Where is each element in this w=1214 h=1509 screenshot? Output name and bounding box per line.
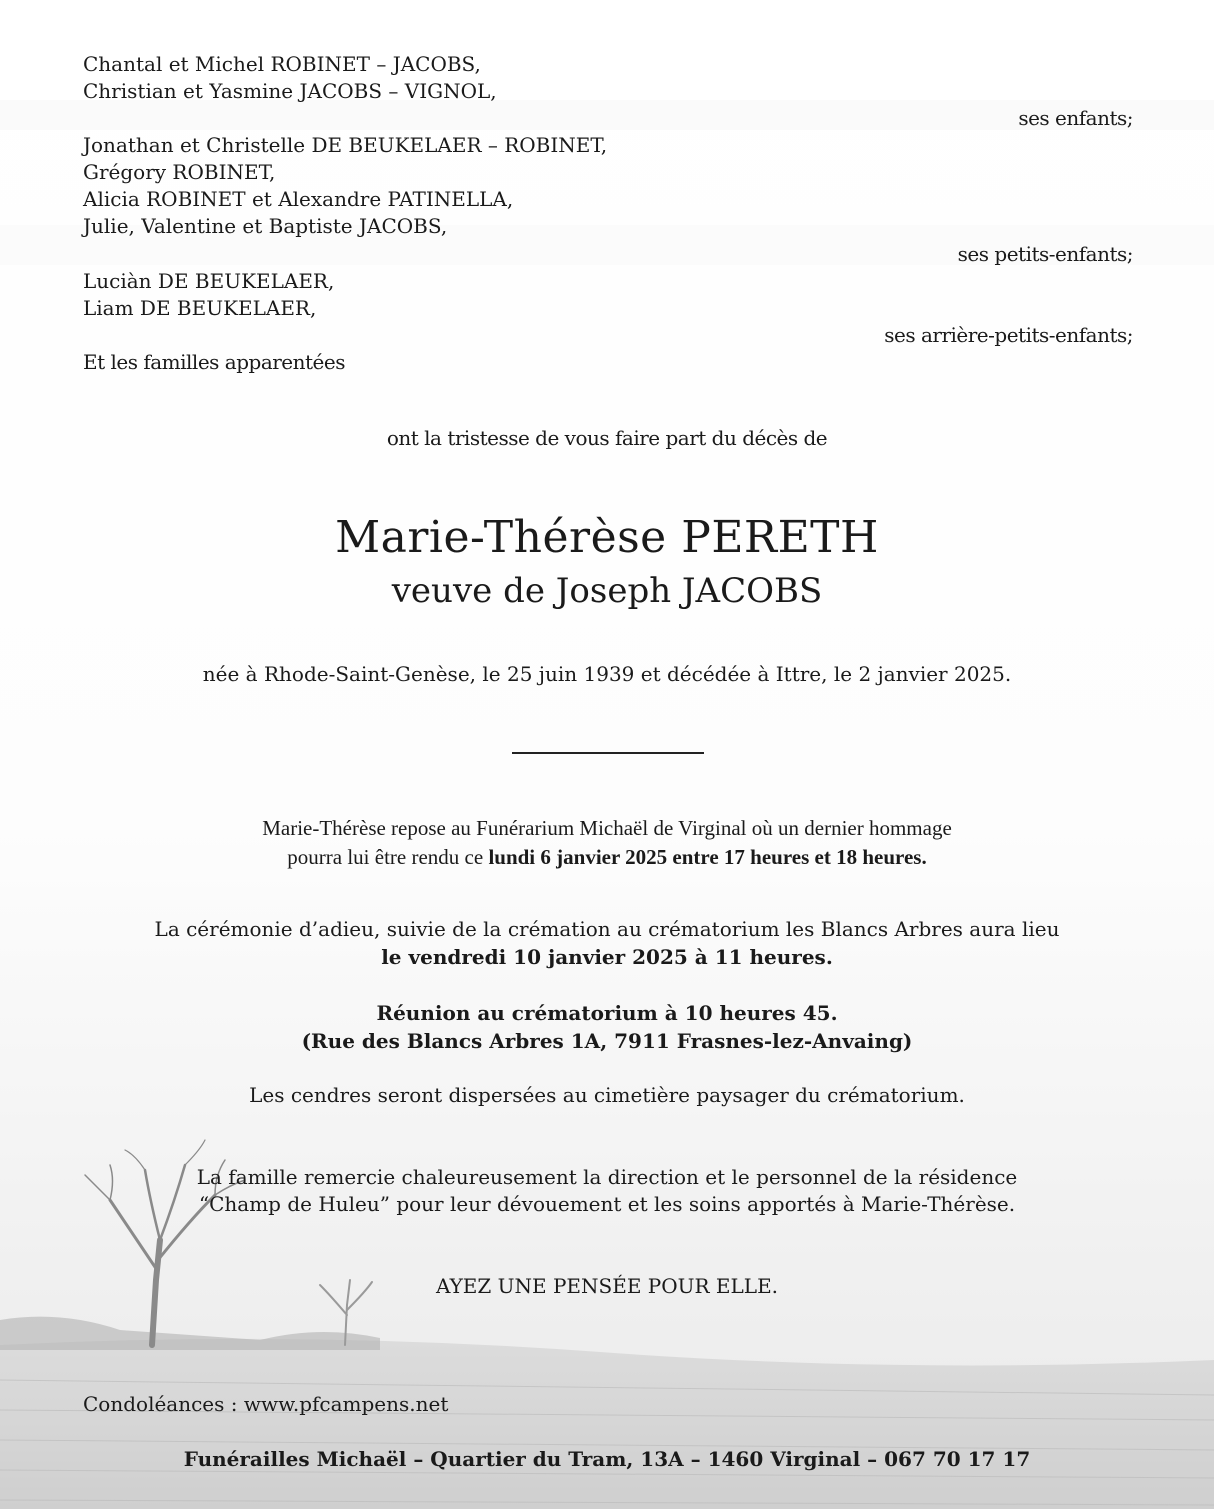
visitation-line-1: Marie-Thérèse repose au Funérarium Michaël de Virginal où un dernier hommage [262, 816, 952, 840]
condolences-link[interactable]: Condoléances : www.pfcampens.net [83, 1392, 449, 1416]
great-grandchild-line-1: Luciàn DE BEUKELAER, [83, 269, 335, 293]
deceased-name: Marie-Thérèse PERETH [335, 512, 879, 563]
great-grandchildren-label: ses arrière-petits-enfants; [884, 323, 1133, 347]
widow-of: veuve de Joseph JACOBS [391, 571, 823, 611]
grandchild-line-3: Alicia ROBINET et Alexandre PATINELLA, [83, 187, 514, 211]
child-line-2: Christian et Yasmine JACOBS – VIGNOL, [83, 79, 497, 103]
children-label: ses enfants; [1018, 106, 1133, 130]
funeral-home-footer: Funérailles Michaël – Quartier du Tram, 13A – 1460 Virginal – 067 70 17 17 [183, 1447, 1031, 1471]
grandchild-line-4: Julie, Valentine et Baptiste JACOBS, [83, 214, 448, 238]
ashes-line: Les cendres seront dispersées au cimetière paysager du crématorium. [249, 1083, 965, 1107]
visitation-prefix: pourra lui être rendu ce [287, 845, 489, 869]
visitation-line-2 [0, 844, 1214, 870]
birth-death-dates: née à Rhode-Saint-Genèse, le 25 juin 1939 et décédée à Ittre, le 2 janvier 2025. [202, 662, 1012, 686]
ceremony-line-1: La cérémonie d’adieu, suivie de la crémation au crématorium les Blancs Arbres aura lieu [154, 917, 1060, 941]
child-line-1: Chantal et Michel ROBINET – JACOBS, [83, 52, 481, 76]
meeting-line-1: Réunion au crématorium à 10 heures 45. [376, 1001, 838, 1025]
meeting-address: (Rue des Blancs Arbres 1A, 7911 Frasnes-lez-Anvaing) [301, 1029, 913, 1053]
closing-line: AYEZ UNE PENSÉE POUR ELLE. [435, 1274, 779, 1298]
great-grandchild-line-2: Liam DE BEUKELAER, [83, 296, 317, 320]
separator-line [512, 752, 704, 754]
visitation-date: lundi 6 janvier 2025 entre 17 heures et 18 heures. [488, 845, 927, 869]
grandchildren-label: ses petits-enfants; [957, 242, 1133, 266]
thanks-line-1: La famille remercie chaleureusement la direction et le personnel de la résidence [196, 1165, 1018, 1189]
thanks-line-2: “Champ de Huleu” pour leur dévouement et les soins apportés à Marie-Thérèse. [198, 1192, 1016, 1216]
families-line: Et les familles apparentées [83, 350, 345, 374]
announcement: ont la tristesse de vous faire part du décès de [386, 426, 828, 450]
grandchild-line-1: Jonathan et Christelle DE BEUKELAER – ROBINET, [83, 133, 608, 157]
ceremony-date: le vendredi 10 janvier 2025 à 11 heures. [381, 945, 833, 969]
grandchild-line-2: Grégory ROBINET, [83, 160, 276, 184]
